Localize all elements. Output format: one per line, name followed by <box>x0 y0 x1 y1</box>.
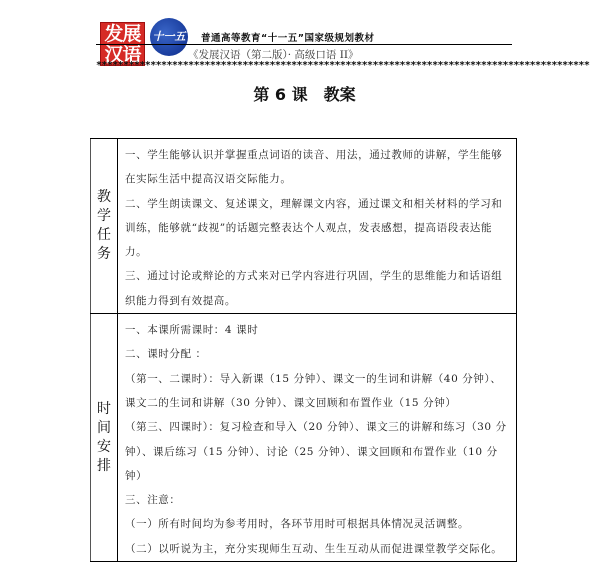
book-title: 《发展汉语（第二版）· 高级口语 II》 <box>188 49 359 61</box>
star-divider: ******************************************************************************************* <box>96 60 590 71</box>
logo: 发展汉语 <box>100 22 145 66</box>
row-heading: 时 间 安 排 <box>91 314 118 562</box>
row-heading: 教 学 任 务 <box>91 139 118 314</box>
header-divider <box>96 44 512 45</box>
table-row-schedule <box>91 314 517 562</box>
page-title: 第 6 课 教案 <box>253 85 356 104</box>
lesson-plan-table <box>90 138 517 562</box>
table-row-tasks <box>91 139 517 314</box>
row-content: 一、学生能够认识并掌握重点词语的读音、用法，通过教师的讲解，学生能够在实际生活中提高汉语交际能力。 二、学生朗读课文、复述课文，理解课文内容，通过课文和相关材料的学习和训练，能够就“歧视”的话题完整表达个人观点，发表感想，提高语段表达能力。 三、通过讨论或辩论的方式来对已学内容进行巩固，学生的思维能力和话语组织能力得到有效提高。 <box>118 139 517 314</box>
series-text: 普通高等教育“十一五”国家级规划教材 <box>201 33 375 44</box>
emblem: 十一五 <box>150 18 188 56</box>
row-content: 一、本课所需课时：4 课时 二、课时分配 ： （第一、二课时）：导入新课（15 分钟）、课文一的生词和讲解（40 分钟）、课文二的生词和讲解（30 分钟）、课文回顾和布置作业（15 分钟） （第三、四课时）：复习检查和导入（20 分钟）、课文三的讲解和练习（30 分钟）、课后练习（15 分钟）、讨论（25 分钟）、课文回顾和布置作业（10 分钟） 三、注意： （一）所有时间均为参考用时，各环节用时可根据具体情况灵活调整。 （二）以听说为主，充分实现师生互动、生生互动从而促进课堂教学交际化。 <box>118 314 517 562</box>
